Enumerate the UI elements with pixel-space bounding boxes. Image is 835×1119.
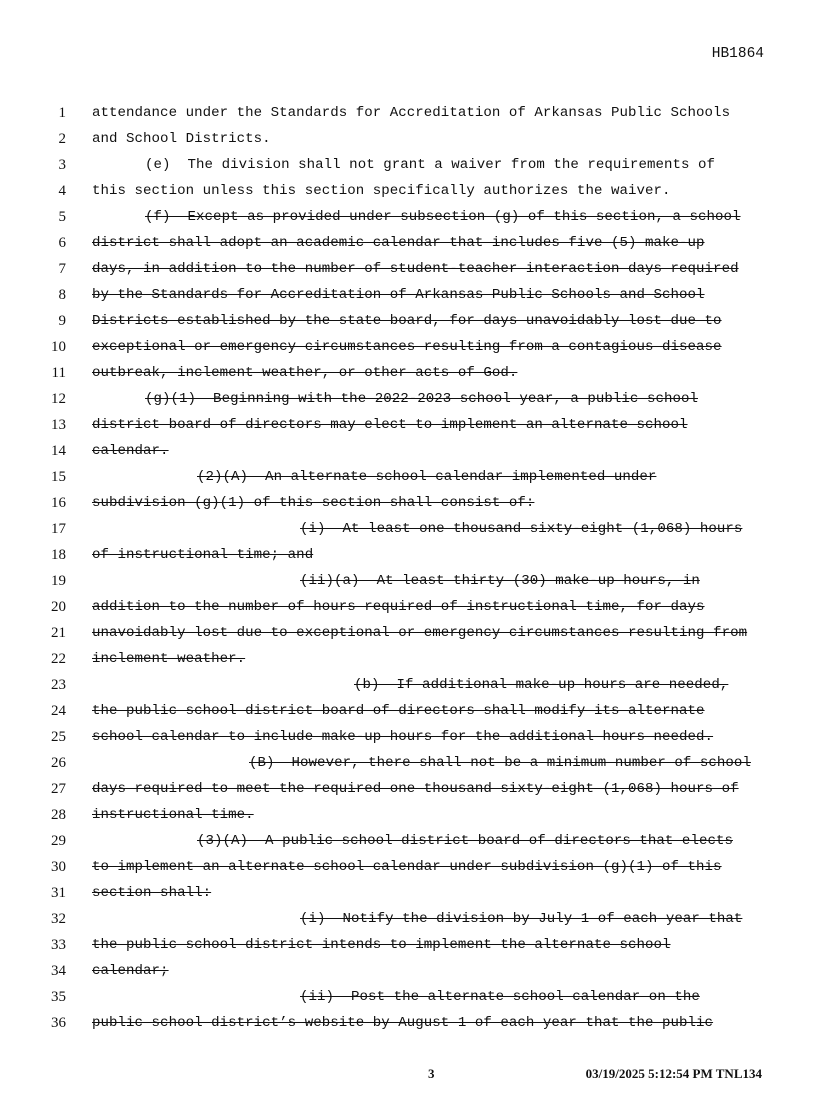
struck-line-text: the public school district intends to implement the alternate school	[92, 937, 671, 953]
struck-line-text: Districts established by the state board, for days unavoidably lost due to	[92, 313, 722, 329]
document-line	[0, 674, 835, 700]
document-line	[0, 882, 835, 908]
line-number: 18	[51, 547, 66, 563]
struck-line-text: outbreak, inclement weather, or other acts of God.	[92, 365, 518, 381]
line-number: 24	[51, 703, 66, 719]
struck-line-text: district board of directors may elect to implement an alternate school	[92, 417, 688, 433]
struck-line-text: the public school district board of directors shall modify its alternate	[92, 703, 705, 719]
document-line	[0, 830, 835, 856]
document-line	[0, 648, 835, 674]
document-line	[0, 102, 835, 128]
struck-line-text: section shall:	[92, 885, 212, 901]
document-line	[0, 986, 835, 1012]
line-number: 25	[51, 729, 66, 745]
document-line	[0, 440, 835, 466]
document-line	[0, 180, 835, 206]
line-number: 16	[51, 495, 66, 511]
struck-line-text: (3)(A) A public school district board of directors that elects	[197, 833, 733, 849]
line-number: 20	[51, 599, 66, 615]
struck-line-text: of instructional time; and	[92, 547, 314, 563]
line-number: 4	[58, 183, 66, 199]
struck-line-text: (B) However, there shall not be a minimum number of school	[249, 755, 751, 771]
struck-line-text: calendar;	[92, 963, 169, 979]
line-number: 7	[58, 261, 66, 277]
struck-line-text: school calendar to include make-up hours for the additional hours needed.	[92, 729, 714, 745]
line-number: 21	[51, 625, 66, 641]
struck-line-text: to implement an alternate school calendar under subdivision (g)(1) of this	[92, 859, 722, 875]
struck-line-text: exceptional or emergency circumstances resulting from a contagious disease	[92, 339, 722, 355]
document-line	[0, 362, 835, 388]
line-number: 34	[51, 963, 66, 979]
line-number: 15	[51, 469, 66, 485]
page-number: 3	[428, 1066, 435, 1081]
print-timestamp: 03/19/2025 5:12:54 PM TNL134	[585, 1066, 762, 1081]
line-number: 6	[58, 235, 66, 251]
document-line	[0, 804, 835, 830]
struck-line-text: (f) Except as provided under subsection (g) of this section, a school	[145, 209, 741, 225]
document-line	[0, 336, 835, 362]
struck-line-text: addition to the number of hours required of instructional time, for days	[92, 599, 705, 615]
line-number: 11	[51, 365, 66, 381]
document-line	[0, 128, 835, 154]
document-line	[0, 258, 835, 284]
struck-line-text: (ii)(a) At least thirty (30) make-up hours, in	[300, 573, 700, 589]
line-number: 26	[51, 755, 66, 771]
struck-line-text: (ii) Post the alternate school calendar on the	[300, 989, 700, 1005]
line-number: 32	[51, 911, 66, 927]
document-line	[0, 544, 835, 570]
line-number: 28	[51, 807, 66, 823]
document-line	[0, 284, 835, 310]
struck-line-text: by the Standards for Accreditation of Arkansas Public Schools and School	[92, 287, 705, 303]
struck-line-text: inclement weather.	[92, 651, 246, 667]
struck-line-text: calendar.	[92, 443, 169, 459]
document-line	[0, 492, 835, 518]
document-line	[0, 518, 835, 544]
line-number: 17	[51, 521, 66, 537]
struck-line-text: public school district’s website by August 1 of each year that the public	[92, 1015, 714, 1031]
document-line	[0, 700, 835, 726]
document-line	[0, 466, 835, 492]
document-line	[0, 570, 835, 596]
document-line	[0, 934, 835, 960]
line-number: 35	[51, 989, 66, 1005]
struck-line-text: days, in addition to the number of student-teacher interaction days required	[92, 261, 739, 277]
struck-line-text: unavoidably lost due to exceptional or emergency circumstances resulting from	[92, 625, 748, 641]
struck-line-text: (g)(1) Beginning with the 2022-2023 school year, a public school	[145, 391, 698, 407]
line-number: 22	[51, 651, 66, 667]
struck-line-text: (i) Notify the division by July 1 of each year that	[300, 911, 743, 927]
document-body	[0, 102, 835, 1038]
document-line	[0, 388, 835, 414]
document-line	[0, 1012, 835, 1038]
document-line	[0, 206, 835, 232]
document-line	[0, 908, 835, 934]
document-line	[0, 310, 835, 336]
line-number: 10	[51, 339, 66, 355]
document-line	[0, 596, 835, 622]
document-line	[0, 752, 835, 778]
line-number: 8	[58, 287, 66, 303]
bill-id-header: HB1864	[711, 46, 764, 62]
struck-line-text: district shall adopt an academic calendar that includes five (5) make-up	[92, 235, 705, 251]
line-number: 3	[58, 157, 66, 173]
line-number: 9	[58, 313, 66, 329]
document-line	[0, 960, 835, 986]
struck-line-text: (i) At least one thousand sixty-eight (1,068) hours	[300, 521, 743, 537]
line-number: 19	[51, 573, 66, 589]
line-number: 13	[51, 417, 66, 433]
document-line	[0, 154, 835, 180]
line-number: 29	[51, 833, 66, 849]
line-number: 12	[51, 391, 66, 407]
document-line	[0, 622, 835, 648]
line-number: 33	[51, 937, 66, 953]
line-number: 14	[51, 443, 66, 459]
line-number: 31	[51, 885, 66, 901]
line-text: (e) The division shall not grant a waiver from the requirements of	[145, 157, 716, 173]
document-line	[0, 778, 835, 804]
document-line	[0, 856, 835, 882]
document-line	[0, 232, 835, 258]
line-number: 30	[51, 859, 66, 875]
line-number: 36	[51, 1015, 66, 1031]
struck-line-text: days required to meet the required one thousand sixty-eight (1,068) hours of	[92, 781, 739, 797]
struck-line-text: subdivision (g)(1) of this section shall consist of:	[92, 495, 535, 511]
line-text: attendance under the Standards for Accreditation of Arkansas Public Schools	[92, 105, 731, 121]
line-number: 5	[58, 209, 66, 225]
line-text: this section unless this section specifically authorizes the waiver.	[92, 183, 671, 199]
struck-line-text: (b) If additional make-up hours are needed,	[354, 677, 729, 693]
document-line	[0, 414, 835, 440]
line-number: 27	[51, 781, 66, 797]
line-number: 1	[58, 105, 66, 121]
struck-line-text: instructional time.	[92, 807, 254, 823]
line-number: 23	[51, 677, 66, 693]
line-text: and School Districts.	[92, 131, 271, 147]
document-line	[0, 726, 835, 752]
struck-line-text: (2)(A) An alternate school calendar implemented under	[197, 469, 657, 485]
line-number: 2	[58, 131, 66, 147]
